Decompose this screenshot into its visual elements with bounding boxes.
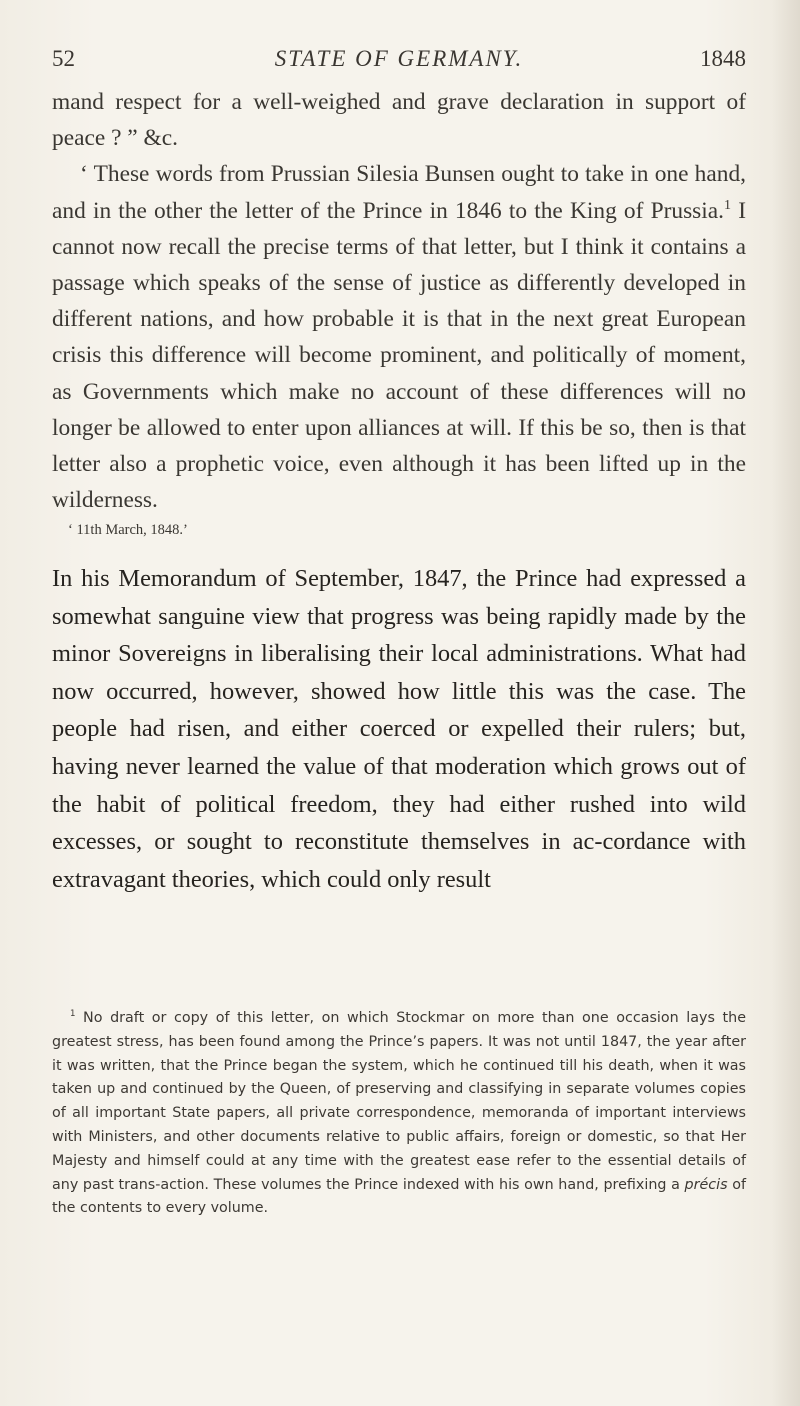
running-title: STATE OF GERMANY.: [274, 46, 524, 71]
footnote-paragraph: [52, 1007, 746, 1221]
running-head: [52, 46, 746, 76]
footnote: [52, 1007, 746, 1221]
page-edge-shadow: [772, 0, 800, 1406]
running-year: 1848: [700, 46, 746, 71]
main-paragraph: In his Memorandum of September, 1847, the Prince had expressed a somewhat sanguine view that progress was being rapidly made by the minor Sovereigns in liberalising their local administrations. What had now occurred, however, showed how little this was the case. The people had risen, and either coerced or expelled their rulers; but, having never learned the value of that moderation which grows out of the habit of political freedom, they had either rushed into wild excesses, or sought to reconstitute themselves in ac-cordance with extravagant theories, which could only result: [52, 565, 746, 893]
footnote-marker: 1: [70, 1009, 76, 1020]
footnote-precis-word: précis: [684, 1176, 728, 1193]
quote-paragraph-2-text: ‘ These words from Prussian Silesia Bunsen ought to take in one hand, and in the other the letter of the Prince in 1846 to the King of Prussia.: [52, 161, 746, 224]
footnote-text: No draft or copy of this letter, on which Stockmar on more than one occasion lays the greatest stress, has been found among the Prince’s papers. It was not until 1847, the year after it was written, that the Prince began the system, which he continued till his death, when it was taken up and continued by the Queen, of preserving and classifying in separate volumes copies of all important State papers, all private correspondence, memoranda of important interviews with Ministers, and other documents relative to public affairs, foreign or domestic, so that Her Majesty and himself could at any time with the greatest ease refer to the essential details of any past trans-action. These volumes the Prince indexed with his own hand, prefixing a: [52, 1010, 746, 1193]
footnote-text-end: of the contents to every volume.: [52, 1176, 747, 1217]
quote-paragraph-1: mand respect for a well-weighed and grave declaration in support of peace ? ” &c.: [52, 89, 746, 152]
letter-dateline: ‘ 11th March, 1848.’: [68, 522, 188, 539]
quote-paragraph-2: [52, 156, 746, 518]
quote-paragraph-2-continuation: I cannot now recall the precise terms of that letter, but I think it contains a passage which speaks of the sense of justice as differently developed in different nations, and how probable it is that in the next great European crisis this difference will become prominent, and politically of moment, as Governments which make no account of these differences will no longer be allowed to enter upon alliances at will. If this be so, then is that letter also a prophetic voice, even although it has been lifted up in the wilderness.: [52, 197, 747, 514]
main-text: [52, 560, 746, 898]
page-number: 52: [52, 46, 75, 71]
quoted-letter: [52, 84, 746, 542]
footnote-reference[interactable]: 1: [724, 196, 732, 213]
